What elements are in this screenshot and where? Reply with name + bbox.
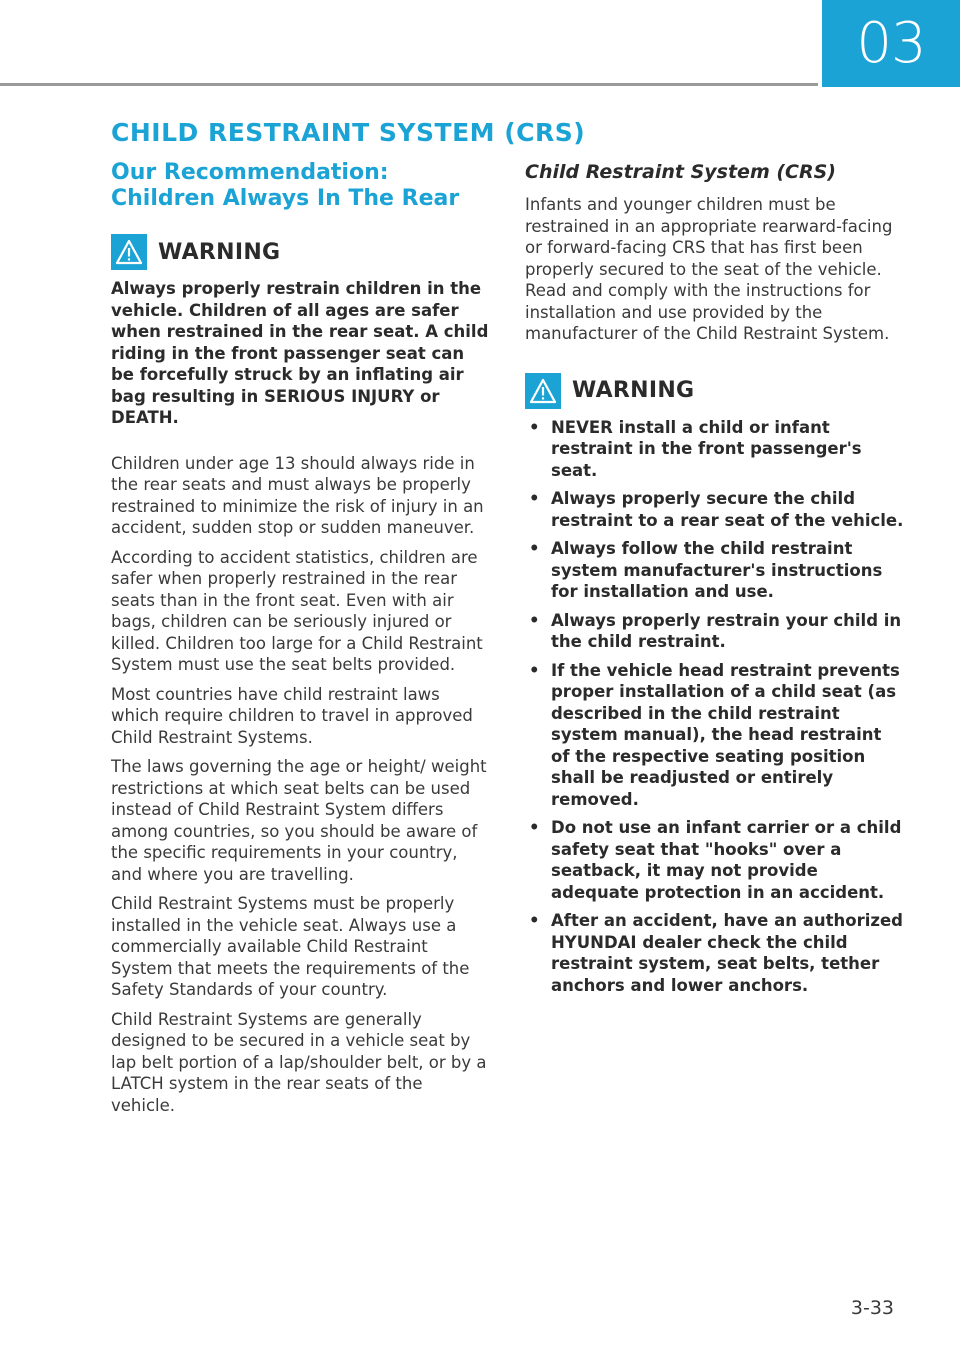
- bullet: •: [529, 911, 540, 930]
- paragraph: Child Restraint Systems are generally designed to be secured in a vehicle seat by lap belt portion of a lap/shoulder belt, or by a LATCH system in the rear seats of the vehicle.: [111, 1009, 487, 1115]
- bullet: •: [529, 660, 540, 680]
- crs-intro-paragraph: Infants and younger children must be restrained in an appropriate rearward-facing or forward-facing CRS that has first been properly secured to the seat of the vehicle. Read and comply with the instructions for installation and use provided by the manufacturer of the Child Restraint System.: [525, 195, 893, 343]
- paragraph: The laws governing the age or height/ weight restrictions at which seat belts can be used instead of Child Restraint System differs among countries, so you should be aware of the specific requirements in your country, and where you are travelling.: [111, 757, 487, 884]
- list-item: [525, 417, 905, 482]
- right-warning-header: [525, 373, 905, 409]
- bullet: •: [529, 417, 540, 437]
- warning-label: WARNING: [158, 239, 281, 265]
- list-item-text: Always properly restrain your child in the child restraint.: [551, 610, 902, 651]
- paragraph: Child Restraint Systems must be properly installed in the vehicle seat. Always use a commercially available Child Restraint System that meets the requirements of the Safety Standards of your country.: [111, 894, 470, 999]
- left-warning-header: [111, 234, 489, 270]
- list-item-text: Always follow the child restraint system manufacturer's instructions for installation and use.: [551, 539, 883, 601]
- list-item: [525, 538, 905, 603]
- paragraph: Children under age 13 should always ride in the rear seats and must always be properly restrained to minimize the risk of injury in an accident, sudden stop or sudden maneuver.: [111, 453, 484, 537]
- right-heading: Child Restraint System (CRS): [525, 161, 836, 183]
- list-item-text: NEVER install a child or infant restraint in the front passenger's seat.: [551, 417, 862, 480]
- list-item: [525, 610, 905, 653]
- bullet: •: [529, 539, 540, 558]
- left-warning-text: Always properly restrain children in the vehicle. Children of all ages are safer when restrained in the rear seat. A child riding in the front passenger seat can be forcefully struck by an inflating air bag resulting in SERIOUS INJURY or DEATH.: [111, 279, 489, 427]
- warning-triangle-icon: [525, 373, 561, 409]
- right-column: [525, 160, 905, 1003]
- chapter-tab: 03: [822, 0, 960, 87]
- list-item: [525, 488, 905, 531]
- paragraph: According to accident statistics, children are safer when properly restrained in the rear seats than in the front seat. Even with air bags, children can be seriously injured or killed. Children too large for a Child Restraint System must use the seat belts provided.: [111, 547, 483, 674]
- left-column: [111, 160, 489, 1124]
- header-rule: [0, 83, 818, 86]
- list-item-text: Always properly secure the child restraint to a rear seat of the vehicle.: [551, 489, 904, 530]
- bullet: •: [529, 818, 540, 837]
- list-item: [525, 817, 905, 903]
- bullet: •: [529, 610, 540, 630]
- section-title: CHILD RESTRAINT SYSTEM (CRS): [111, 118, 586, 147]
- paragraph: Most countries have child restraint laws which require children to travel in approved Child Restraint Systems.: [111, 684, 473, 747]
- list-item: [525, 910, 905, 996]
- bullet: •: [529, 489, 540, 508]
- list-item-text: After an accident, have an authorized HYUNDAI dealer check the child restraint system, seat belts, tether anchors and lower anchors.: [551, 911, 903, 995]
- list-item-text: If the vehicle head restraint prevents proper installation of a child seat (as described in the child restraint system manual), the head restraint of the respective seating position shall be readjusted or entirely removed.: [551, 660, 900, 809]
- left-heading: Our Recommendation: Children Always In The Rear: [111, 160, 460, 211]
- warning-label: WARNING: [572, 378, 695, 403]
- page-number: 3-33: [850, 1297, 894, 1319]
- list-item: [525, 660, 905, 811]
- warning-list: [525, 417, 905, 997]
- list-item-text: Do not use an infant carrier or a child safety seat that "hooks" over a seatback, it may not provide adequate protection in an accident.: [551, 818, 902, 902]
- warning-triangle-icon: [111, 234, 147, 270]
